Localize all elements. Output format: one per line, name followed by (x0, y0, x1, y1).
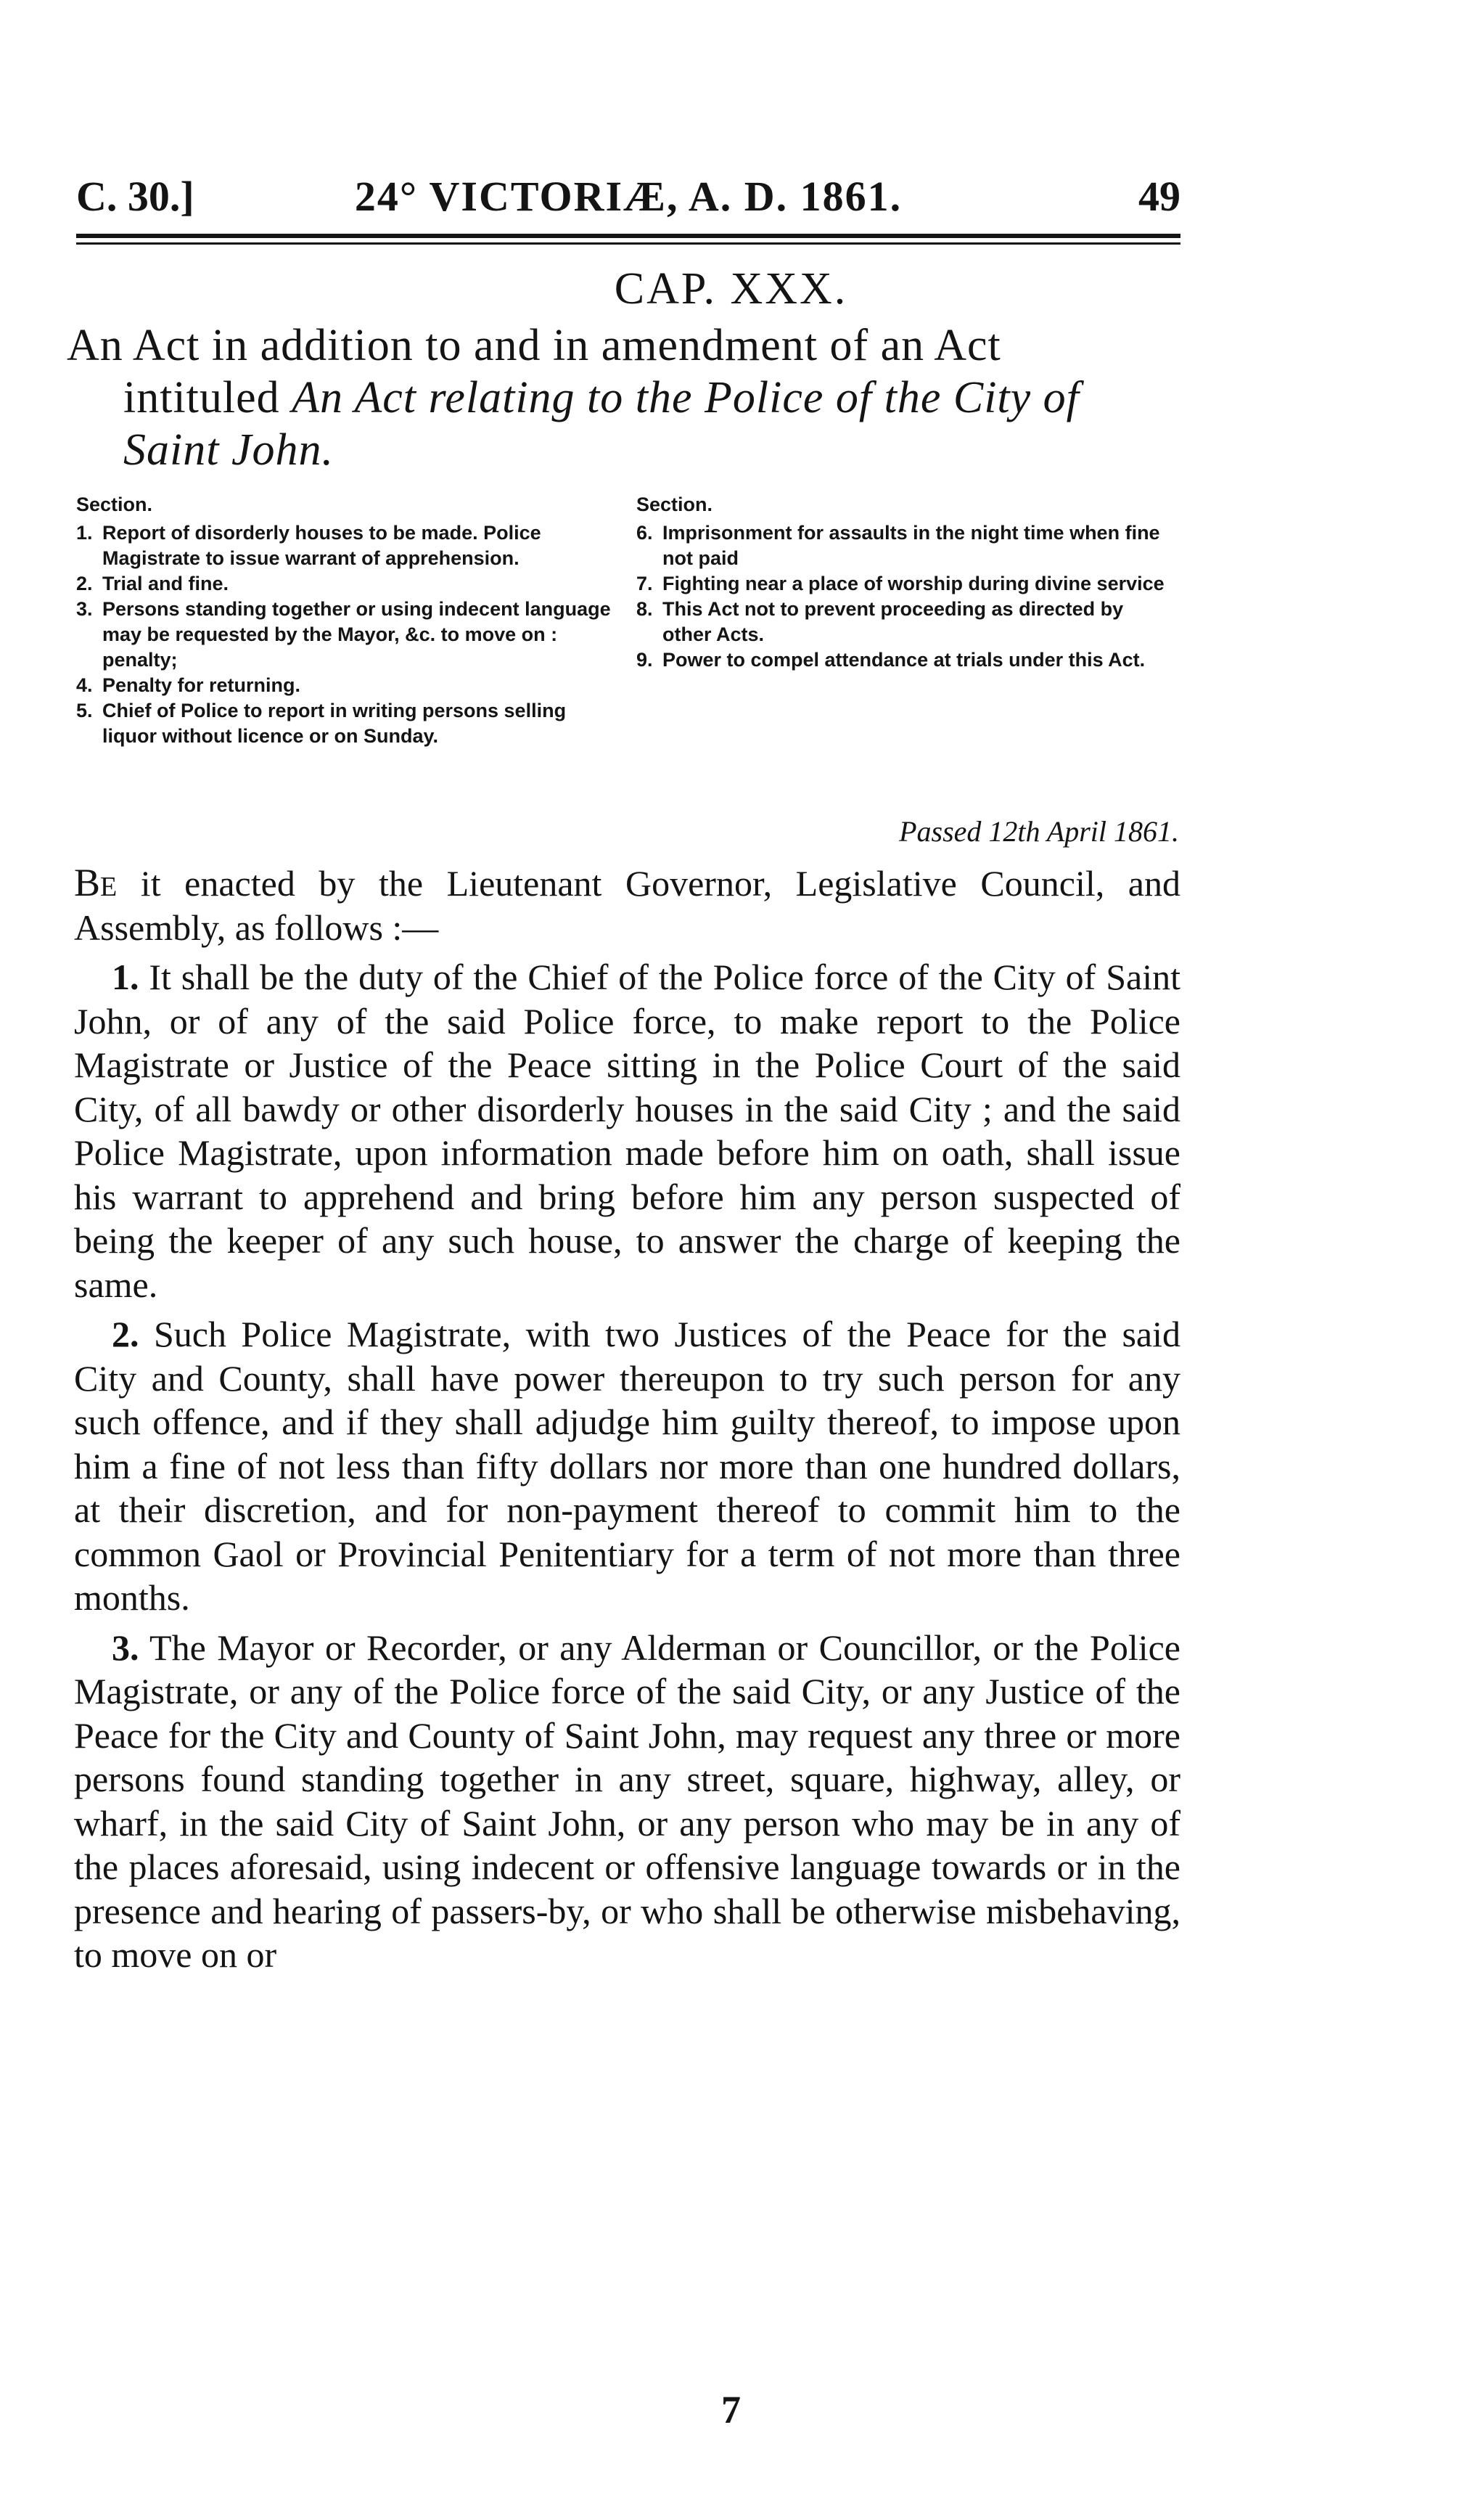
act-title-intituled: intituled (123, 373, 292, 422)
synopsis-item (636, 571, 1173, 597)
act-title-line-1: An Act in addition to and in amendment of an Act (67, 321, 1001, 370)
synopsis-item-number: 9. (636, 649, 653, 671)
synopsis-item-text: Report of disorderly houses to be made. Police Magistrate to issue warrant of apprehension. (102, 522, 541, 569)
passed-date: Passed 12th April 1861. (899, 815, 1179, 848)
synopsis-right-column (636, 492, 1173, 673)
synopsis-item-text: This Act not to prevent proceeding as directed by other Acts. (662, 598, 1124, 645)
section-number: 2. (112, 1314, 139, 1354)
synopsis-item-number: 5. (76, 700, 93, 721)
synopsis-heading: Section. (636, 494, 713, 515)
synopsis-item-text: Trial and fine. (102, 573, 229, 594)
synopsis-item-number: 1. (76, 522, 93, 544)
section-paragraph (74, 1312, 1180, 1620)
regnal-year-heading: 24° VICTORIÆ, A. D. 1861. (354, 173, 903, 220)
section-number: 1. (112, 957, 139, 997)
synopsis-item (76, 520, 613, 571)
section-text: The Mayor or Recorder, or any Alderman or Councillor, or the Police Magistrate, or any of the Police force of the said City, or any Justice of the Peace for the City and County of Saint John, may request any three or more persons found standing together in any street, square, highway, alley, or wharf, in the said City of Saint John, or any person who may be in any of the places aforesaid, using indecent or offensive language towards or in the presence and hearing of passers-by, or who shall be otherwise misbehaving, to move on or (74, 1627, 1180, 1975)
header-rule-thick (76, 234, 1180, 238)
section-number: 3. (112, 1627, 139, 1668)
chapter-reference: C. 30.] (76, 173, 194, 220)
synopsis-heading: Section. (76, 494, 153, 515)
page-number: 49 (1138, 173, 1180, 220)
synopsis-item-text: Fighting near a place of worship during divine service (662, 573, 1165, 594)
synopsis-item (76, 571, 613, 597)
synopsis-item-text: Persons standing together or using indecent language may be requested by the Mayor, &c. to move on : penalty; (102, 598, 611, 671)
act-body (74, 861, 1180, 1983)
section-paragraph (74, 1626, 1180, 1977)
synopsis-item (76, 597, 613, 673)
synopsis-left-column (76, 492, 613, 749)
synopsis-item-number: 3. (76, 598, 93, 620)
synopsis-item (636, 647, 1173, 673)
synopsis-item-number: 4. (76, 674, 93, 696)
section-text: Such Police Magistrate, with two Justices of the Peace for the said City and County, shall have power thereupon to try such person for any such offence, and if they shall adjudge him guilty thereof, to impose upon him a fine of not less than fifty dollars nor more than one hundred dollars, at their discretion, and for non-payment thereof to commit him to the common Gaol or Provincial Penitentiary for a term of not more than three months. (74, 1314, 1180, 1618)
section-text: It shall be the duty of the Chief of the Police force of the City of Saint John, or of any of the said Police force, to make report to the Police Magistrate or Justice of the Peace sitting in the Police Court of the said City, of all bawdy or other disorderly houses in the said City ; and the said Police Magistrate, upon information made before him on oath, shall issue his warrant to apprehend and bring before him any person suspected of being the keeper of any such house, to answer the charge of keeping the same. (74, 957, 1180, 1305)
act-title (67, 319, 1199, 476)
synopsis-item (636, 520, 1173, 571)
enacting-clause-text: it enacted by the Lieutenant Governor, Legislative Council, and Assembly, as follows :— (74, 863, 1180, 948)
synopsis-item (76, 673, 613, 698)
act-title-line-2 (67, 372, 1199, 424)
synopsis-item (636, 597, 1173, 647)
signature-mark: 7 (721, 2388, 741, 2431)
act-title-cited-act-end: Saint John. (123, 425, 334, 475)
running-head (76, 164, 1180, 229)
synopsis-item-number: 6. (636, 522, 653, 544)
enacting-clause-lead: Be (74, 861, 118, 904)
header-rule-thin (76, 242, 1180, 245)
synopsis-item-text: Imprisonment for assaults in the night time when fine not paid (662, 522, 1160, 569)
synopsis-item-number: 7. (636, 573, 653, 594)
synopsis-item (76, 698, 613, 749)
synopsis-item-text: Power to compel attendance at trials under this Act. (662, 649, 1146, 671)
act-title-line-3 (67, 424, 1199, 476)
synopsis-item-text: Penalty for returning. (102, 674, 301, 696)
act-title-cited-act: An Act relating to the Police of the City of (292, 373, 1080, 422)
synopsis-item-text: Chief of Police to report in writing persons selling liquor without licence or on Sunday. (102, 700, 567, 747)
synopsis-item-number: 8. (636, 598, 653, 620)
chapter-heading: CAP. XXX. (614, 264, 848, 314)
enacting-clause (74, 861, 1180, 949)
section-paragraph (74, 955, 1180, 1306)
synopsis-item-number: 2. (76, 573, 93, 594)
